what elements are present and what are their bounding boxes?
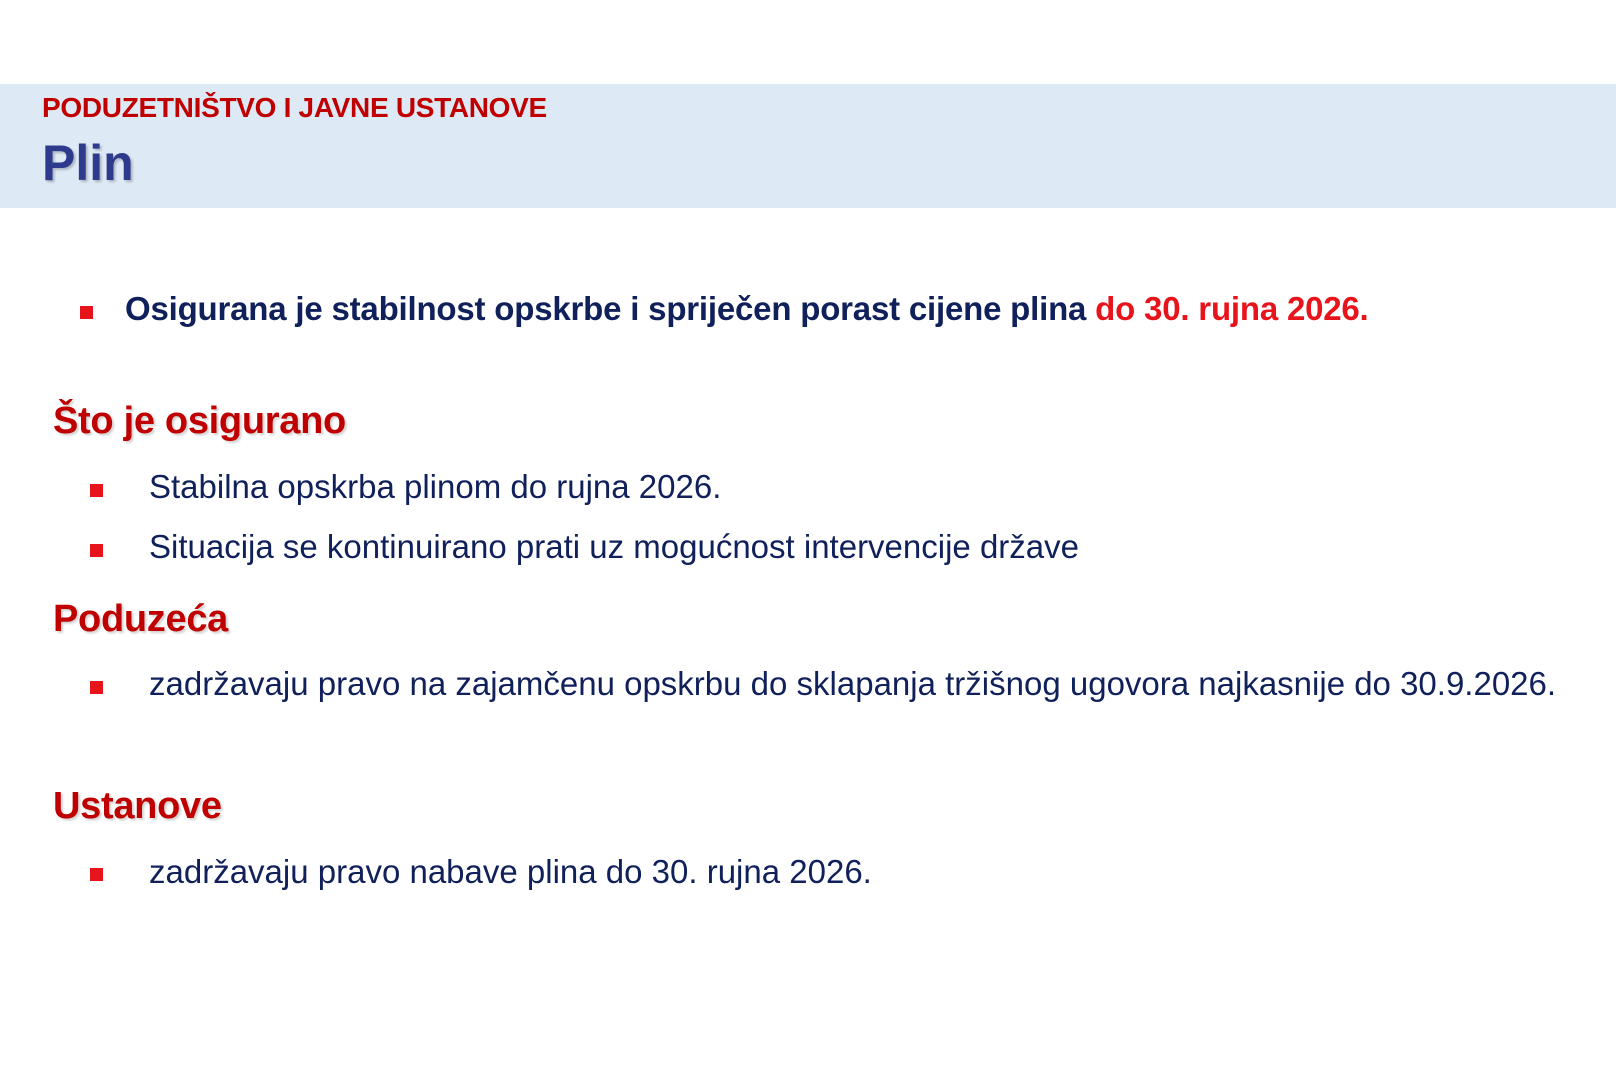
section-title-poduzeca: Poduzeća xyxy=(53,598,228,640)
bullet-square-icon xyxy=(90,484,103,497)
section-title-osigurano: Što je osigurano xyxy=(53,400,346,442)
bullet-square-icon xyxy=(90,544,103,557)
bullet-square-icon xyxy=(80,306,93,319)
list-item: Situacija se kontinuirano prati uz mogućnost intervencije države xyxy=(149,528,1079,565)
list-item: zadržavaju pravo nabave plina do 30. rujna 2026. xyxy=(149,853,872,890)
bullet-square-icon xyxy=(90,868,103,881)
list-item: zadržavaju pravo na zajamčenu opskrbu do sklapanja tržišnog ugovora najkasnije do 30.9.2026. xyxy=(149,665,1557,702)
lead-text: Osigurana je stabilnost opskrbe i spriječen porast cijene plina xyxy=(125,290,1096,327)
lead-statement xyxy=(125,290,1369,328)
section-title-ustanove: Ustanove xyxy=(53,785,222,827)
list-item: Stabilna opskrba plinom do rujna 2026. xyxy=(149,468,722,505)
category-label: PODUZETNIŠTVO I JAVNE USTANOVE xyxy=(42,92,547,123)
bullet-square-icon xyxy=(90,681,103,694)
lead-highlight: do 30. rujna 2026. xyxy=(1095,290,1369,327)
page-title: Plin xyxy=(42,135,134,191)
